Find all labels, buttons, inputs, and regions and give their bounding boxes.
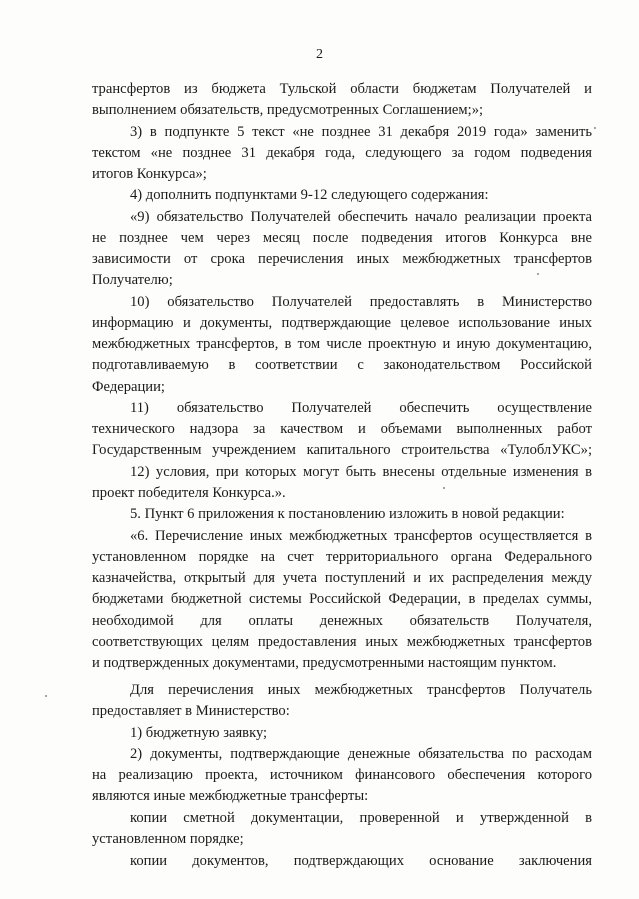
- text-line: бюджетами бюджетной системы Российской Федерации, в пределах суммы,: [92, 591, 592, 607]
- text-line: предоставляет в Министерство:: [92, 703, 290, 719]
- scan-speck: [443, 487, 445, 489]
- text-line: «6. Перечисление иных межбюджетных трансфертов осуществляется в: [130, 528, 592, 544]
- text-line: установленном порядке;: [92, 831, 244, 847]
- text-line: Государственным учреждением капитального строительства «ТулоблУКС»;: [92, 442, 592, 458]
- text-line: на реализацию проекта, источником финансового обеспечения которого: [92, 767, 592, 783]
- text-line: 5. Пункт 6 приложения к постановлению изложить в новой редакции:: [130, 506, 565, 522]
- text-line: копии сметной документации, проверенной и утвержденной в: [130, 810, 592, 826]
- text-line: 12) условия, при которых могут быть внесены отдельные изменения в: [130, 464, 592, 480]
- text-line: соответствующих целям предоставления иных межбюджетных трансфертов: [92, 634, 592, 650]
- text-line: Получателю;: [92, 272, 173, 288]
- text-line: проект победителя Конкурса.».: [92, 485, 286, 501]
- text-line: копии документов, подтверждающих основание заключения: [130, 853, 592, 869]
- text-line: «9) обязательство Получателей обеспечить начало реализации проекта: [130, 209, 592, 225]
- text-line: Федерации;: [92, 379, 165, 395]
- text-line: трансфертов из бюджета Тульской области бюджетам Получателей и: [92, 81, 592, 97]
- text-line: 1) бюджетную заявку;: [130, 725, 268, 741]
- text-line: установленном порядке на счет территориального органа Федерального: [92, 549, 592, 565]
- text-line: итогов Конкурса»;: [92, 166, 207, 182]
- text-line: текстом «не позднее 31 декабря года, следующего за годом подведения: [92, 145, 592, 161]
- page-number: 2: [316, 47, 323, 62]
- text-line: 11) обязательство Получателей обеспечить осуществление: [130, 400, 592, 416]
- text-line: технического надзора за качеством и объемами выполненных работ: [92, 421, 592, 437]
- text-line: 10) обязательство Получателей предоставлять в Министерство: [130, 294, 592, 310]
- scan-speck: [45, 695, 47, 697]
- scan-speck: [537, 273, 539, 275]
- text-line: 2) документы, подтверждающие денежные обязательства по расходам: [130, 746, 592, 762]
- text-line: 4) дополнить подпунктами 9-12 следующего содержания:: [130, 187, 489, 203]
- text-line: не позднее чем через месяц после подведения итогов Конкурса вне: [92, 230, 592, 246]
- text-line: 3) в подпункте 5 текст «не позднее 31 декабря 2019 года» заменить: [130, 124, 592, 140]
- text-line: подготавливаемую в соответствии с законодательством Российской: [92, 357, 592, 373]
- text-line: зависимости от срока перечисления иных межбюджетных трансфертов: [92, 251, 592, 267]
- text-line: межбюджетных трансфертов, в том числе проектную и иную документацию,: [92, 336, 592, 352]
- text-line: выполнением обязательств, предусмотренных Соглашением;»;: [92, 102, 484, 118]
- text-line: необходимой для оплаты денежных обязательств Получателя,: [92, 613, 592, 629]
- text-line: и подтвержденных документами, предусмотренными настоящим пунктом.: [92, 655, 557, 671]
- text-line: информацию и документы, подтверждающие целевое использование иных: [92, 315, 592, 331]
- text-line: являются иные межбюджетные трансферты:: [92, 788, 369, 804]
- text-line: Для перечисления иных межбюджетных трансфертов Получатель: [130, 682, 592, 698]
- text-line: казначейства, открытый для учета поступлений и их распределения между: [92, 570, 592, 586]
- scan-speck: [594, 127, 596, 129]
